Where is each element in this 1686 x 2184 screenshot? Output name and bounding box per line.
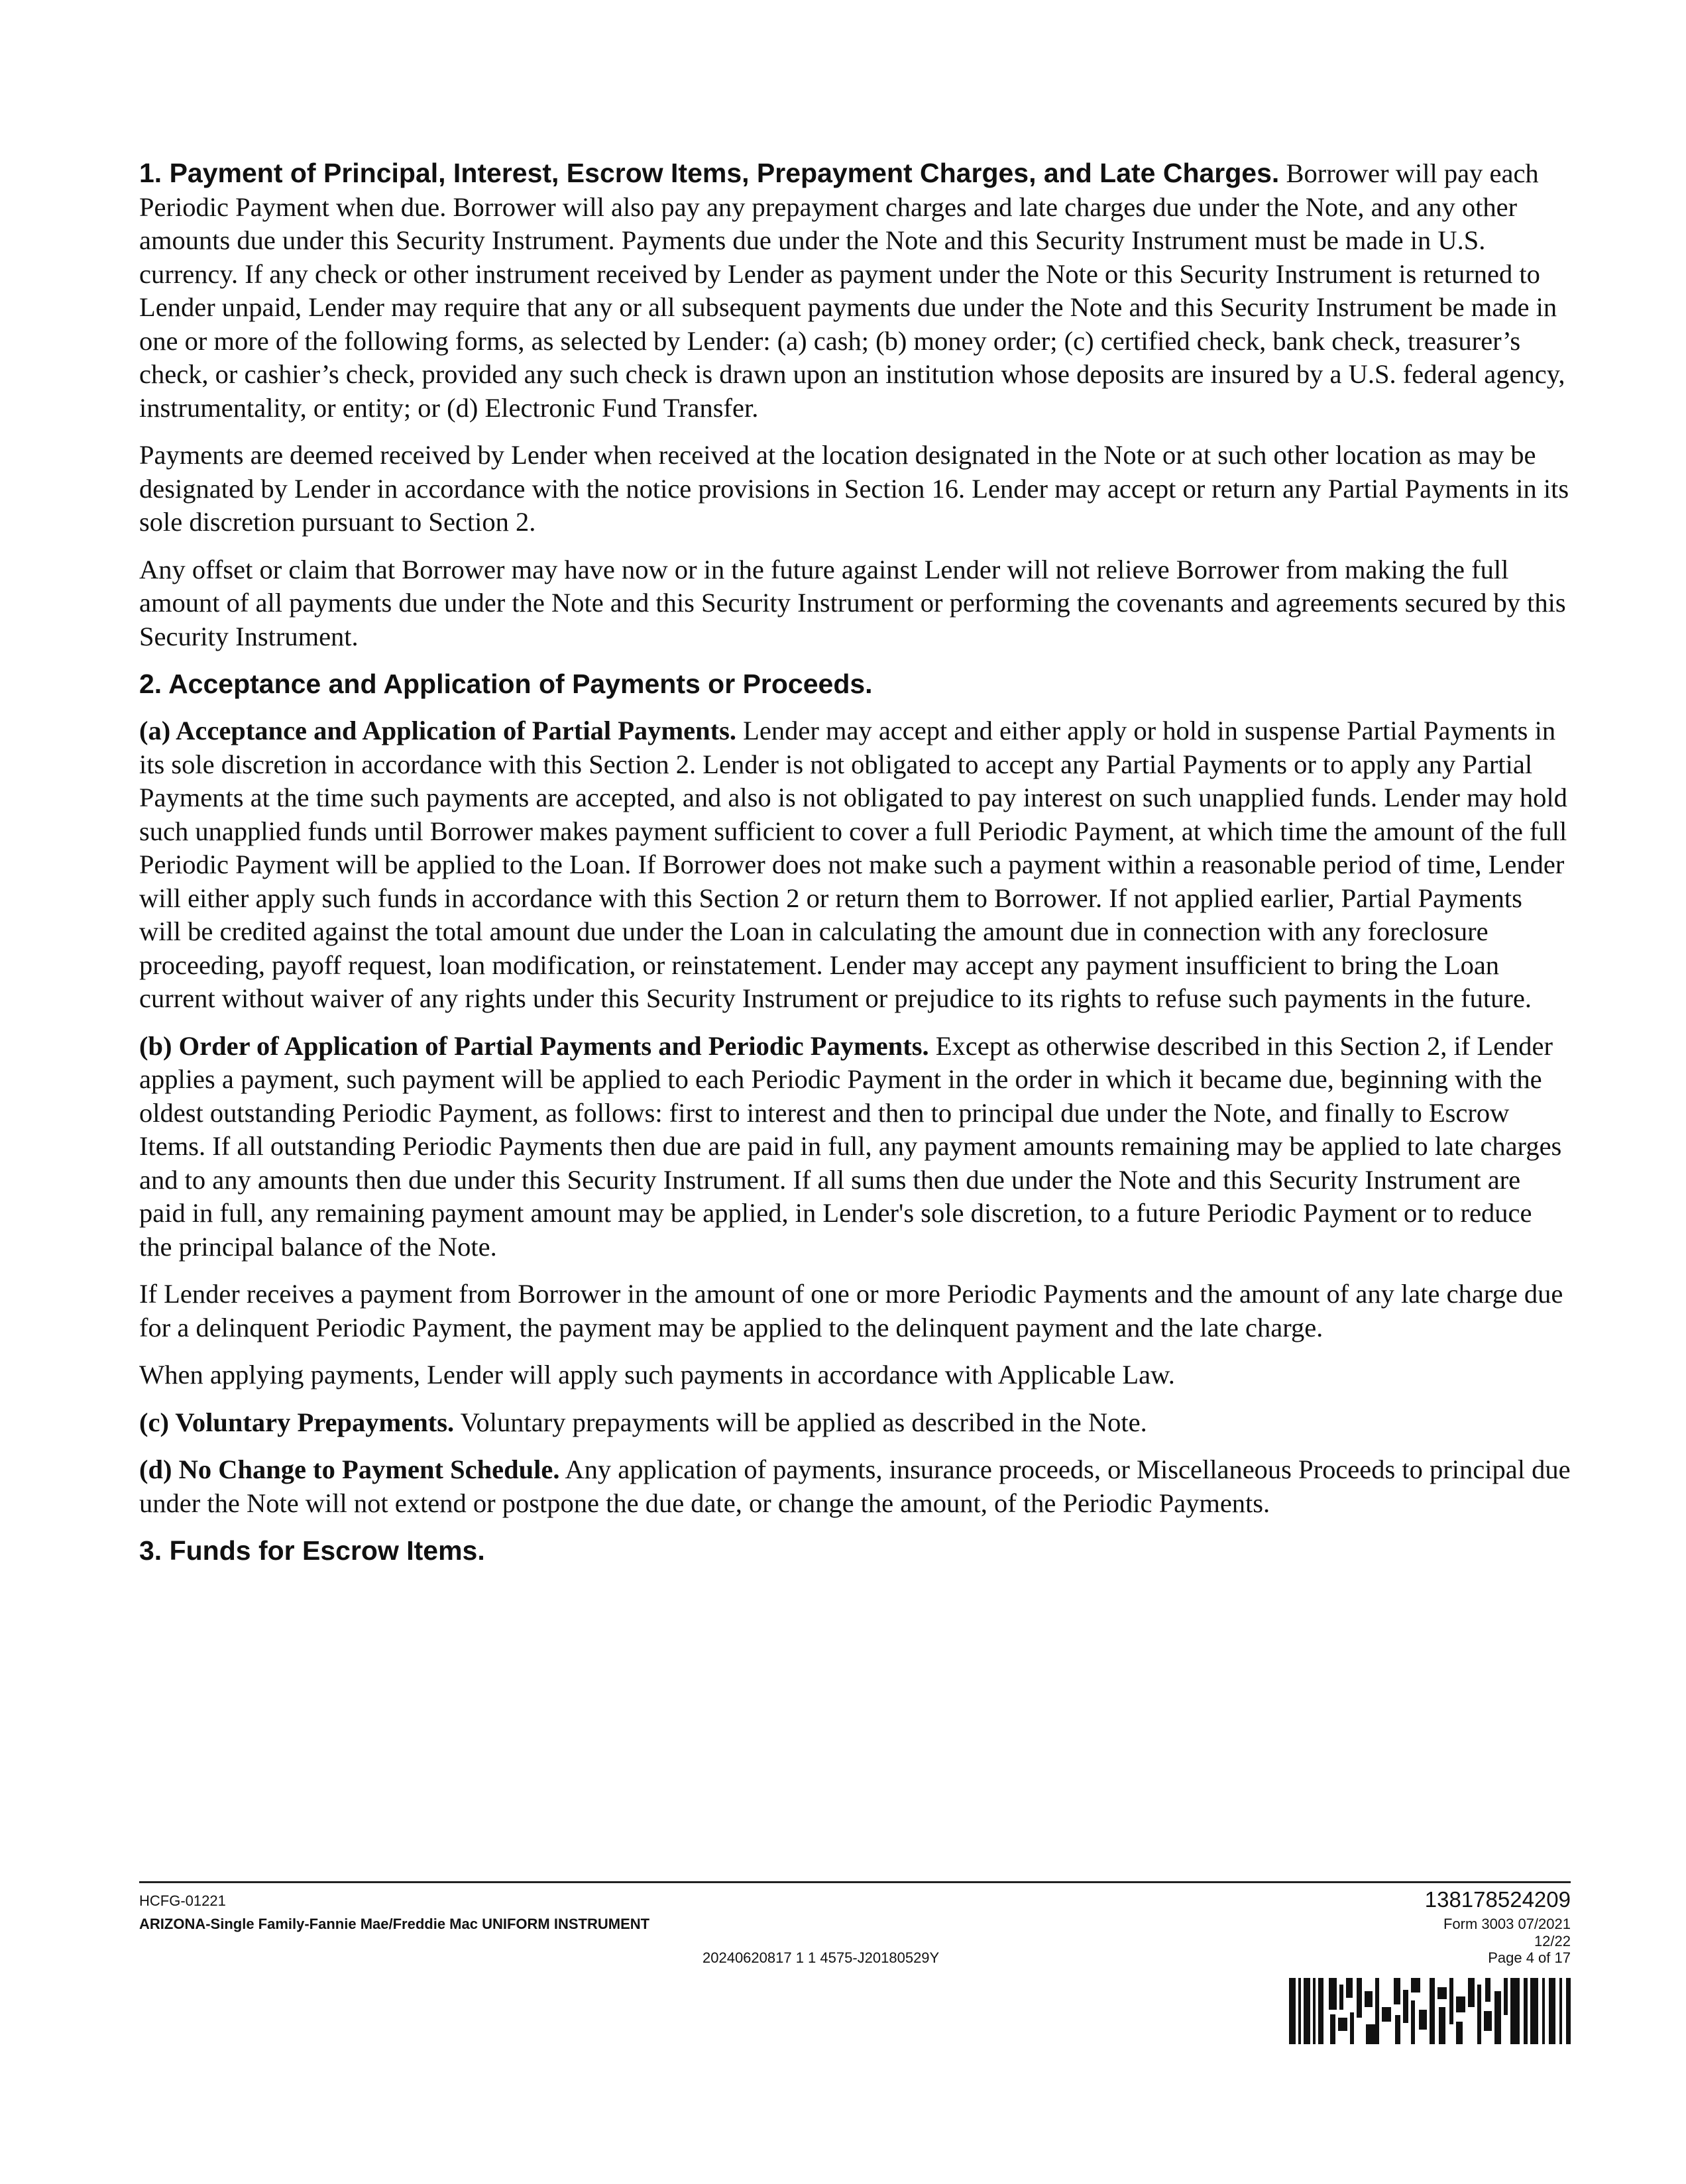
section-2c-body: Voluntary prepayments will be applied as described in the Note.: [460, 1407, 1147, 1437]
footer-divider: [139, 1881, 1571, 1883]
footer-form-number: Form 3003 07/2021: [1443, 1916, 1571, 1932]
section-2b-paragraph-3: When applying payments, Lender will apply such payments in accordance with Applicable Law.: [139, 1360, 1175, 1390]
section-2c-title: (c) Voluntary Prepayments.: [139, 1407, 455, 1437]
footer-instrument-title: ARIZONA-Single Family-Fannie Mae/Freddie Mac UNIFORM INSTRUMENT: [139, 1916, 650, 1932]
document-body: [139, 156, 1571, 1581]
section-1-body: Borrower will pay each Periodic Payment when due. Borrower will also pay any prepayment charges and late charges due under the Note, and any other amounts due under this Security Instrument. Payments due under the Note and this Security Instrument must be made in U.S. currency. If any check or other instrument received by Lender as payment under the Note or this Security Instrument is returned to Lender unpaid, Lender may require that any or all subsequent payments due under the Note and this Security Instrument be made in one or more of the following forms, as selected by Lender: (a) cash; (b) money order; (c) certified check, bank check, treasurer’s check, or cashier’s check, provided any such check is drawn upon an institution whose deposits are insured by a U.S. federal agency, instrumentality, or entity; or (d) Electronic Fund Transfer.: [139, 158, 1565, 423]
section-1-paragraph: [139, 156, 1571, 425]
section-1-heading: 1. Payment of Principal, Interest, Escrow Items, Prepayment Charges, and Late Charges.: [139, 158, 1280, 188]
section-2b-title: (b) Order of Application of Partial Payments and Periodic Payments.: [139, 1030, 929, 1061]
footer-revision: 12/22: [1534, 1933, 1571, 1949]
section-2a-title: (a) Acceptance and Application of Partial Payments.: [139, 716, 737, 745]
footer-loan-number: 138178524209: [1424, 1887, 1571, 1912]
section-3-heading: 3. Funds for Escrow Items.: [139, 1535, 485, 1566]
section-2a-paragraph: [139, 714, 1571, 1016]
section-2b-paragraph: [139, 1030, 1571, 1264]
footer-batch-code: 20240620817 1 1 4575-J20180529Y: [702, 1949, 940, 1966]
footer-page-number: Page 4 of 17: [1488, 1949, 1571, 1966]
section-2b-body: Except as otherwise described in this Section 2, if Lender applies a payment, such payment will be applied to each Periodic Payment in the order in which it became due, beginning with the oldest outstanding Periodic Payment, as follows: first to interest and then to principal due under the Note, and finally to Escrow Items. If all outstanding Periodic Payments then due are paid in full, any payment amounts remaining may be applied to late charges and to any amounts then due under this Security Instrument. If all sums then due under the Note and this Security Instrument are paid in full, any remaining payment amount may be applied, in Lender's sole discretion, to a future Periodic Payment or to reduce the principal balance of the Note.: [139, 1030, 1562, 1262]
section-2c-paragraph: [139, 1406, 1571, 1440]
footer-form-id: HCFG-01221: [139, 1892, 226, 1909]
section-2d-title: (d) No Change to Payment Schedule.: [139, 1454, 560, 1484]
section-2d-paragraph: [139, 1453, 1571, 1520]
section-2a-body: Lender may accept and either apply or hold in suspense Partial Payments in its sole discretion in accordance with this Section 2. Lender is not obligated to accept any Partial Payments or to apply any Partial Payments at the time such payments are accepted, and also is not obligated to pay interest on such unapplied funds. Lender may hold such unapplied funds until Borrower makes payment sufficient to cover a full Periodic Payment, at which time the amount of the full Periodic Payment will be applied to the Loan. If Borrower does not make such a payment within a reasonable period of time, Lender will either apply such funds in accordance with this Section 2 or return them to Borrower. If not applied earlier, Partial Payments will be credited against the total amount due under the Loan in calculating the amount due in connection with any foreclosure proceeding, payoff request, loan modification, or reinstatement. Lender may accept any payment insufficient to bring the Loan current without waiver of any rights under this Security Instrument or prejudice to its rights to refuse such payments in the future.: [139, 716, 1567, 1013]
section-2b-paragraph-2: If Lender receives a payment from Borrower in the amount of one or more Periodic Payments and the amount of any late charge due for a delinquent Periodic Payment, the payment may be applied to the delinquent payment and the late charge.: [139, 1279, 1563, 1342]
barcode-icon: [1289, 1978, 1571, 2044]
section-1-paragraph-2: Payments are deemed received by Lender when received at the location designated in the Note or at such other location as may be designated by Lender in accordance with the notice provisions in Section 16. Lender may accept or return any Partial Payments in its sole discretion pursuant to Section 2.: [139, 440, 1569, 537]
section-1-paragraph-3: Any offset or claim that Borrower may have now or in the future against Lender will not relieve Borrower from making the full amount of all payments due under the Note and this Security Instrument or performing the covenants and agreements secured by this Security Instrument.: [139, 554, 1566, 651]
section-2d-body: Any application of payments, insurance proceeds, or Miscellaneous Proceeds to principal due under the Note will not extend or postpone the due date, or change the amount, of the Periodic Payments.: [139, 1454, 1571, 1518]
section-2-heading: 2. Acceptance and Application of Payments or Proceeds.: [139, 669, 873, 699]
